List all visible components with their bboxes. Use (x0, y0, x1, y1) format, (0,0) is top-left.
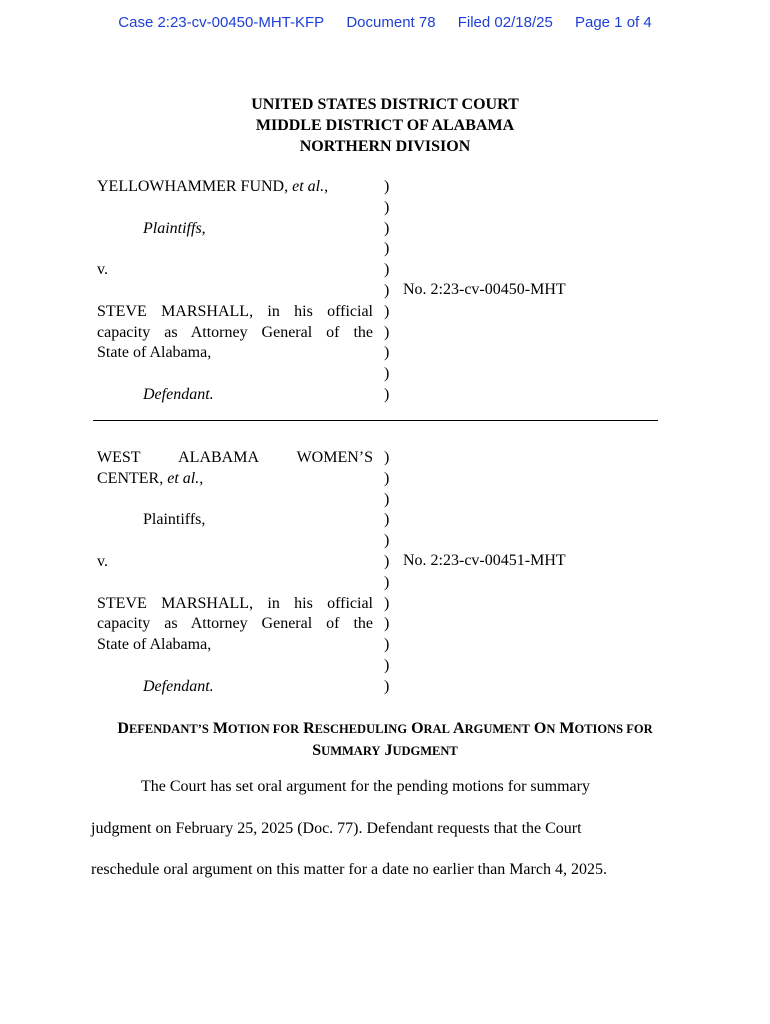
ecf-case-number: Case 2:23-cv-00450-MHT-KFP (118, 14, 325, 31)
court-name: UNITED STATES DISTRICT COURT (251, 96, 519, 113)
court-heading (0, 94, 770, 157)
plaintiffs-label: Plaintiffs, (143, 219, 206, 237)
case-number: No. 2:23-cv-00451-MHT (403, 552, 566, 569)
plaintiff-name-line1: WEST ALABAMA WOMEN’S (97, 449, 373, 466)
motion-title (0, 718, 770, 762)
defendant-name-line3: State of Alabama, (97, 344, 212, 362)
motion-title-line2: SUMMARY JUDGMENT (312, 742, 458, 759)
caption-parentheses: ) ) ) ) ) ) ) ) ) ) ) (384, 178, 390, 403)
versus: v. (97, 261, 108, 279)
plaintiff-name-line2: CENTER, et al., (97, 469, 204, 487)
defendant-name-line1: STEVE MARSHALL, in his official (97, 302, 373, 320)
motion-title-line1: DEFENDANT’S MOTION FOR RESCHEDULING ORAL ARGUMENT ON MOTIONS FOR (117, 720, 653, 737)
ecf-header-stamp (0, 14, 770, 31)
body-line-1: The Court has set oral argument for the pending motions for summary (141, 778, 590, 795)
plaintiff-name: YELLOWHAMMER FUND, et al., (97, 178, 329, 195)
body-line-3: reschedule oral argument on this matter for a date no earlier than March 4, 2025. (91, 861, 607, 878)
defendant-label: Defendant. (143, 677, 214, 695)
case-number: No. 2:23-cv-00450-MHT (403, 281, 566, 298)
caption-parties (97, 448, 373, 698)
defendant-label: Defendant. (143, 385, 214, 403)
versus: v. (97, 552, 108, 570)
body-line-2: judgment on February 25, 2025 (Doc. 77). Defendant requests that the Court (91, 820, 582, 837)
ecf-document-number: Document 78 (346, 14, 436, 31)
plaintiffs-label: Plaintiffs, (143, 511, 206, 529)
defendant-name-line1: STEVE MARSHALL, in his official (97, 594, 373, 612)
defendant-name-line2: capacity as Attorney General of the (97, 323, 373, 341)
ecf-page-count: Page 1 of 4 (574, 14, 652, 31)
caption-divider (93, 420, 658, 421)
court-division: NORTHERN DIVISION (299, 138, 471, 155)
ecf-filed-date: Filed 02/18/25 (457, 14, 553, 31)
defendant-name-line3: State of Alabama, (97, 636, 212, 654)
caption-parties (97, 177, 373, 406)
caption-parentheses: ) ) ) ) ) ) ) ) ) ) ) ) (384, 449, 390, 695)
defendant-name-line2: capacity as Attorney General of the (97, 615, 373, 633)
court-district: MIDDLE DISTRICT OF ALABAMA (255, 117, 515, 134)
